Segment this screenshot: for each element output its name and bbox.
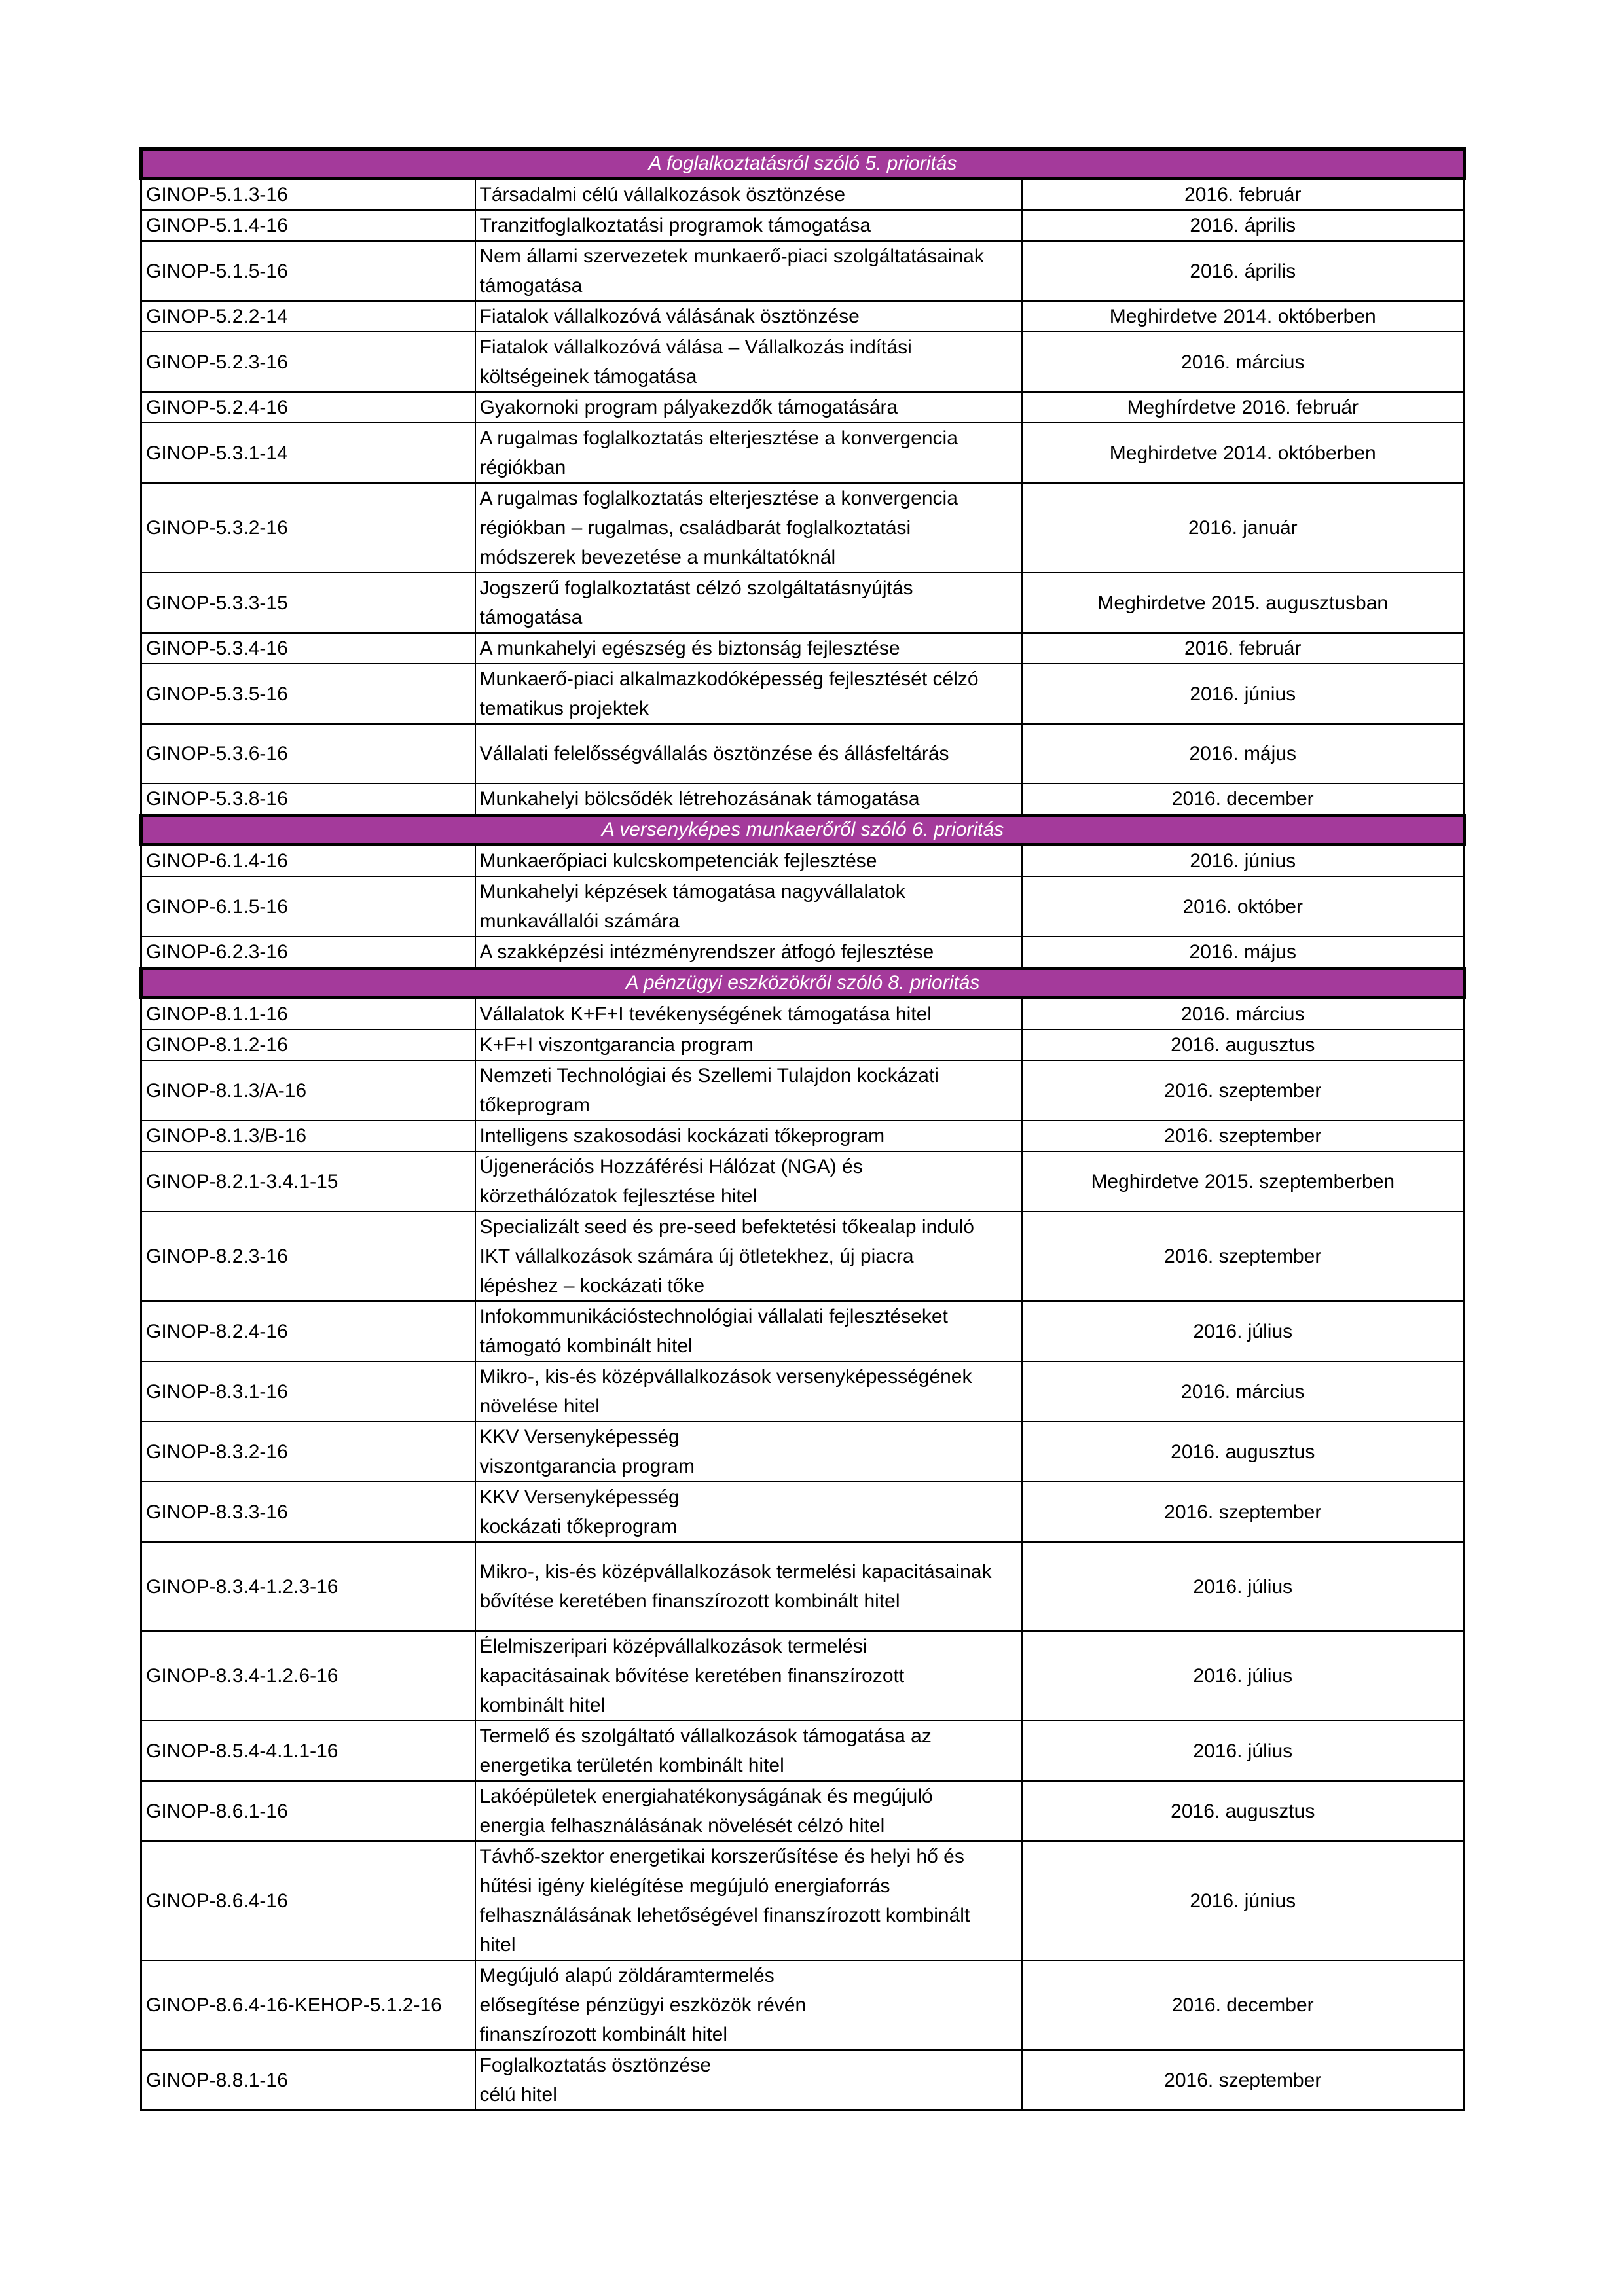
programme-date: 2016. július [1022,1542,1465,1631]
programme-code: GINOP-8.2.1-3.4.1-15 [141,1151,475,1211]
table-row [141,1542,1465,1631]
section-header-row [141,149,1465,179]
programme-date: 2016. augusztus [1022,1422,1465,1482]
programme-description: Tranzitfoglalkoztatási programok támogatása [475,210,1022,241]
table-row [141,179,1465,211]
table-row [141,1301,1465,1361]
programme-code: GINOP-8.3.4-1.2.6-16 [141,1631,475,1721]
programme-code: GINOP-8.6.4-16 [141,1841,475,1960]
table-row [141,845,1465,877]
programme-code: GINOP-5.2.2-14 [141,301,475,332]
programme-code: GINOP-5.2.3-16 [141,332,475,392]
programme-description: Specializált seed és pre-seed befektetési tőkealap induló IKT vállalkozások számára új ötletekhez, új piacra lépéshez – kockázati tőke [475,1211,1022,1301]
programme-code: GINOP-6.2.3-16 [141,937,475,969]
table-row [141,1960,1465,2050]
programme-date: 2016. április [1022,241,1465,301]
programme-code: GINOP-5.3.1-14 [141,423,475,483]
programme-description: Élelmiszeripari középvállalkozások termelési kapacitásainak bővítése keretében finanszírozott kombinált hitel [475,1631,1022,1721]
table-row [141,1211,1465,1301]
programme-description: KKV Versenyképesség viszontgarancia program [475,1422,1022,1482]
programme-date: 2016. július [1022,1721,1465,1781]
programme-date: 2016. június [1022,664,1465,724]
programme-description: Foglalkoztatás ösztönzése célú hitel [475,2050,1022,2111]
programme-date: Meghirdetve 2014. októberben [1022,423,1465,483]
programme-date: Meghírdetve 2016. február [1022,392,1465,423]
table-row [141,1060,1465,1121]
programme-date: 2016. szeptember [1022,1121,1465,1151]
table-row [141,1482,1465,1542]
table-row [141,1781,1465,1841]
programme-code: GINOP-8.3.2-16 [141,1422,475,1482]
programme-code: GINOP-8.2.4-16 [141,1301,475,1361]
programme-description: Nemzeti Technológiai és Szellemi Tulajdon kockázati tőkeprogram [475,1060,1022,1121]
programme-date: 2016. szeptember [1022,1060,1465,1121]
programme-code: GINOP-8.1.3/B-16 [141,1121,475,1151]
table-row [141,423,1465,483]
programme-description: Termelő és szolgáltató vállalkozások támogatása az energetika területén kombinált hitel [475,1721,1022,1781]
programme-date: 2016. július [1022,1301,1465,1361]
table-row [141,783,1465,816]
programme-description: Fiatalok vállalkozóvá válása – Vállalkozás indítási költségeinek támogatása [475,332,1022,392]
programme-description: A szakképzési intézményrendszer átfogó fejlesztése [475,937,1022,969]
table-row [141,633,1465,664]
table-row [141,241,1465,301]
programme-code: GINOP-5.2.4-16 [141,392,475,423]
programme-date: 2016. szeptember [1022,2050,1465,2111]
programme-date: Meghirdetve 2014. októberben [1022,301,1465,332]
table-row [141,483,1465,573]
programme-description: Távhő-szektor energetikai korszerűsítése és helyi hő és hűtési igény kielégítése megújuló energiaforrás felhasználásának lehetőségével finanszírozott kombinált hitel [475,1841,1022,1960]
table-row [141,2050,1465,2111]
programme-date: 2016. június [1022,845,1465,877]
programme-code: GINOP-8.5.4-4.1.1-16 [141,1721,475,1781]
table-row [141,1361,1465,1422]
table-row [141,876,1465,937]
table-row [141,392,1465,423]
programme-description: A rugalmas foglalkoztatás elterjesztése a konvergencia régiókban – rugalmas, családbarát foglalkoztatási módszerek bevezetése a munkáltatóknál [475,483,1022,573]
table-row [141,573,1465,633]
programme-description: Mikro-, kis-és középvállalkozások versenyképességének növelése hitel [475,1361,1022,1422]
programme-description: A rugalmas foglalkoztatás elterjesztése a konvergencia régiókban [475,423,1022,483]
programme-description: Nem állami szervezetek munkaerő-piaci szolgáltatásainak támogatása [475,241,1022,301]
programme-code: GINOP-5.3.5-16 [141,664,475,724]
programme-description: KKV Versenyképesség kockázati tőkeprogram [475,1482,1022,1542]
section-title: A pénzügyi eszközökről szóló 8. prioritás [141,969,1465,998]
programme-description: Infokommunikációstechnológiai vállalati fejlesztéseket támogató kombinált hitel [475,1301,1022,1361]
table-row [141,998,1465,1030]
programme-date: 2016. január [1022,483,1465,573]
section-header-row [141,816,1465,845]
programme-code: GINOP-8.8.1-16 [141,2050,475,2111]
programme-date: 2016. május [1022,724,1465,783]
programme-description: Mikro-, kis-és középvállalkozások termelési kapacitásainak bővítése keretében finanszírozott kombinált hitel [475,1542,1022,1631]
programme-description: Fiatalok vállalkozóvá válásának ösztönzése [475,301,1022,332]
programme-date: 2016. február [1022,179,1465,211]
programme-date: 2016. december [1022,1960,1465,2050]
programme-code: GINOP-5.3.4-16 [141,633,475,664]
programme-date: 2016. március [1022,998,1465,1030]
programme-code: GINOP-8.1.2-16 [141,1030,475,1060]
programme-code: GINOP-5.3.6-16 [141,724,475,783]
table-row [141,1631,1465,1721]
table-row [141,664,1465,724]
programme-code: GINOP-5.3.8-16 [141,783,475,816]
programme-code: GINOP-5.1.5-16 [141,241,475,301]
programme-code: GINOP-8.3.3-16 [141,1482,475,1542]
programme-date: 2016. augusztus [1022,1781,1465,1841]
programme-date: 2016. szeptember [1022,1482,1465,1542]
table-row [141,1030,1465,1060]
programme-code: GINOP-6.1.4-16 [141,845,475,877]
programme-code: GINOP-8.3.1-16 [141,1361,475,1422]
programme-code: GINOP-6.1.5-16 [141,876,475,937]
programme-date: 2016. június [1022,1841,1465,1960]
programme-date: 2016. december [1022,783,1465,816]
programme-description: Társadalmi célú vállalkozások ösztönzése [475,179,1022,211]
programme-date: 2016. március [1022,1361,1465,1422]
programme-description: Vállalatok K+F+I tevékenységének támogatása hitel [475,998,1022,1030]
table-row [141,937,1465,969]
programme-code: GINOP-5.3.2-16 [141,483,475,573]
programme-date: 2016. szeptember [1022,1211,1465,1301]
programme-description: Munkahelyi képzések támogatása nagyvállalatok munkavállalói számára [475,876,1022,937]
table-row [141,332,1465,392]
programme-date: Meghirdetve 2015. augusztusban [1022,573,1465,633]
programme-description: Munkahelyi bölcsődék létrehozásának támogatása [475,783,1022,816]
programme-code: GINOP-8.1.1-16 [141,998,475,1030]
programme-description: Intelligens szakosodási kockázati tőkeprogram [475,1121,1022,1151]
programme-description: Munkaerőpiaci kulcskompetenciák fejlesztése [475,845,1022,877]
table-row [141,1841,1465,1960]
table-row [141,210,1465,241]
programme-date: 2016. augusztus [1022,1030,1465,1060]
table-row [141,1422,1465,1482]
programme-description: K+F+I viszontgarancia program [475,1030,1022,1060]
programme-table-body [141,149,1465,2111]
programme-date: 2016. február [1022,633,1465,664]
table-row [141,1121,1465,1151]
programme-code: GINOP-8.2.3-16 [141,1211,475,1301]
programme-description: Munkaerő-piaci alkalmazkodóképesség fejlesztését célzó tematikus projektek [475,664,1022,724]
programme-code: GINOP-5.3.3-15 [141,573,475,633]
programme-description: A munkahelyi egészség és biztonság fejlesztése [475,633,1022,664]
table-row [141,724,1465,783]
programme-description: Megújuló alapú zöldáramtermelés elősegítése pénzügyi eszközök révén finanszírozott kombinált hitel [475,1960,1022,2050]
programme-code: GINOP-5.1.4-16 [141,210,475,241]
table-row [141,1721,1465,1781]
programme-date: 2016. október [1022,876,1465,937]
programme-code: GINOP-8.6.4-16-KEHOP-5.1.2-16 [141,1960,475,2050]
programme-description: Gyakornoki program pályakezdők támogatására [475,392,1022,423]
programme-description: Lakóépületek energiahatékonyságának és megújuló energia felhasználásának növelését célzó hitel [475,1781,1022,1841]
programme-date: 2016. július [1022,1631,1465,1721]
section-header-row [141,969,1465,998]
programme-description: Vállalati felelősségvállalás ösztönzése és állásfeltárás [475,724,1022,783]
table-row [141,301,1465,332]
programme-date: 2016. március [1022,332,1465,392]
programme-description: Jogszerű foglalkoztatást célzó szolgáltatásnyújtás támogatása [475,573,1022,633]
section-title: A foglalkoztatásról szóló 5. prioritás [141,149,1465,179]
programme-code: GINOP-5.1.3-16 [141,179,475,211]
programme-code: GINOP-8.1.3/A-16 [141,1060,475,1121]
programme-date: 2016. május [1022,937,1465,969]
programme-date: 2016. április [1022,210,1465,241]
programme-table [139,147,1466,2111]
section-title: A versenyképes munkaerőről szóló 6. prioritás [141,816,1465,845]
programme-code: GINOP-8.6.1-16 [141,1781,475,1841]
table-row [141,1151,1465,1211]
programme-code: GINOP-8.3.4-1.2.3-16 [141,1542,475,1631]
programme-date: Meghirdetve 2015. szeptemberben [1022,1151,1465,1211]
programme-description: Újgenerációs Hozzáférési Hálózat (NGA) és körzethálózatok fejlesztése hitel [475,1151,1022,1211]
